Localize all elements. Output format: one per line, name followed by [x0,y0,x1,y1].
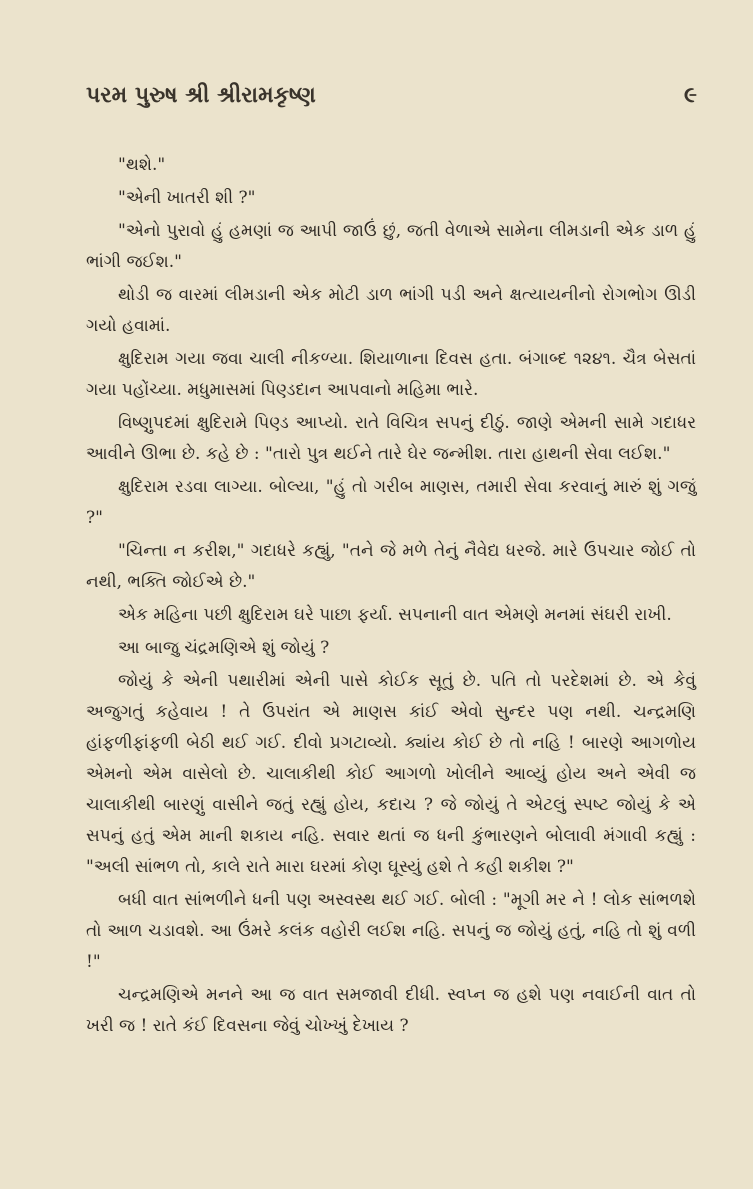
paragraph: "થશે." [118,155,166,175]
paragraph: થોડી જ વારમાં લીમડાની એક મોટી ડાળ ભાંગી પડી અને ક્ષત્યાયનીનો રોગભોગ ઊડી ગયો હવામાં. [86,285,696,336]
body-text [86,150,696,1044]
paragraph: જોયું કે એની પથારીમાં એની પાસે કોઈક સૂતું છે. પતિ તો પરદેશમાં છે. એ કેવું અજુગતું કહેવાય ! તે ઉપરાંત એ માણસ કાંઈ એવો સુન્દર પણ નથી. ચન્દ્રમણિ હાંફળીફાંફળી બેઠી થઈ ગઈ. દીવો પ્રગટાવ્યો. ક્યાંય કોઈ છે તો નહિ ! બારણે આગળોય એમનો એમ વાસેલો છે. ચાલાકીથી કોઈ આગળો ખોલીને આવ્યું હોય અને એવી જ ચાલાકીથી બારણું વાસીને જતું રહ્યું હોય, કદાચ ? જે જોયું તે એટલું સ્પષ્ટ જોયું કે એ સપનું હતું એમ માની શકાય નહિ. સવાર થતાં જ ધની કુંભારણને બોલાવી મંગાવી કહ્યું : "અલી સાંભળ તો, કાલે રાતે મારા ઘરમાં કોણ ઘૂસ્યું હશે તે કહી શકીશ ?" [86,671,696,877]
paragraph: આ બાજુ ચંદ્રમણિએ શું જોયું ? [118,638,330,658]
page-title: પરમ પુરુષ શ્રી શ્રીરામકૃષ્ણ [86,82,316,108]
paragraph: "એની ખાતરી શી ?" [118,188,256,208]
paragraph: "એનો પુરાવો હું હમણાં જ આપી જાઉં છું, જતી વેળાએ સામેના લીમડાની એક ડાળ હું ભાંગી જઈશ." [86,221,696,272]
paragraph: એક મહિના પછી ક્ષુદિરામ ઘરે પાછા ફર્યા. સપનાની વાત એમણે મનમાં સંઘરી રાખી. [118,605,672,625]
page-number: ૯ [683,82,697,108]
paragraph: વિષ્ણુપદમાં ક્ષુદિરામે પિણ્ડ આપ્યો. રાતે વિચિત્ર સપનું દીઠું. જાણે એમની સામે ગદાધર આવીને ઊભા છે. કહે છે : "તારો પુત્ર થઈને તારે ઘેર જન્મીશ. તારા હાથની સેવા લઈશ." [86,413,696,464]
paragraph: "ચિન્તા ન કરીશ," ગદાધરે કહ્યું, "તને જે મળે તેનું નૈવેદ્ય ધરજે. મારે ઉપચાર જોઈ તો નથી, ભક્તિ જોઈએ છે." [86,541,696,592]
paragraph: ચન્દ્રમણિએ મનને આ જ વાત સમજાવી દીધી. સ્વપ્ન જ હશે પણ નવાઈની વાત તો ખરી જ ! રાતે કંઈ દિવસના જેવું ચોખ્ખું દેખાય ? [86,985,696,1036]
paragraph: ક્ષુદિરામ ગયા જવા ચાલી નીકળ્યા. શિયાળાના દિવસ હતા. બંગાબ્દ ૧૨૪૧. ચૈત્ર બેસતાં ગયા પહોંચ્યા. મધુમાસમાં પિણ્ડદાન આપવાનો મહિમા ભારે. [86,349,696,400]
paragraph: બધી વાત સાંભળીને ધની પણ અસ્વસ્થ થઈ ગઈ. બોલી : "મૂગી મર ને ! લોક સાંભળશે તો આળ ચડાવશે. આ ઉંમરે કલંક વહોરી લઈશ નહિ. સપનું જ જોયું હતું, નહિ તો શું વળી !" [86,890,696,972]
running-head [86,82,697,116]
paragraph: ક્ષુદિરામ રડવા લાગ્યા. બોલ્યા, "હું તો ગરીબ માણસ, તમારી સેવા કરવાનું મારું શું ગજું ?" [86,477,696,528]
